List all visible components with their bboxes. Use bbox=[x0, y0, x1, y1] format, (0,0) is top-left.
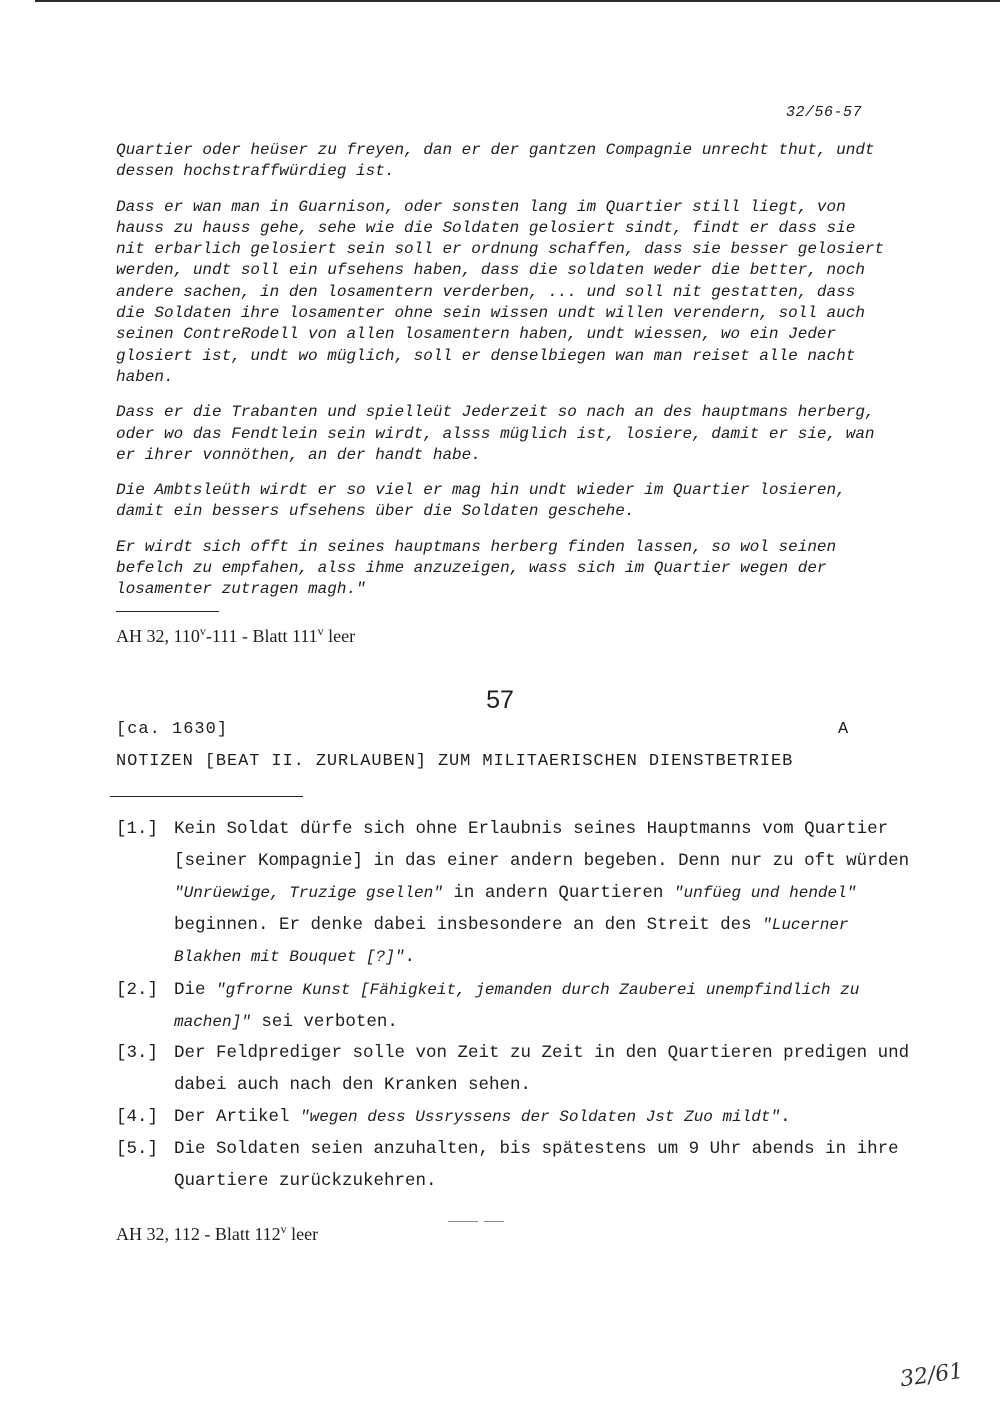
quoted-phrase: "Lucerner Blakhen mit Bouquet [?]" bbox=[174, 916, 849, 966]
quoted-phrase: "unfüeg und hendel" bbox=[673, 884, 857, 902]
quoted-ordinance-text bbox=[116, 140, 886, 615]
item-number: [1.] bbox=[116, 819, 159, 839]
source-1-middle: -111 - Blatt 111 bbox=[205, 626, 318, 646]
item-text: Die "gfrorne Kunst [Fähigkeit, jemanden durch Zauberei unempfindlich zu machen]" sei verboten. bbox=[174, 980, 860, 1032]
quote-paragraph-1: Quartier oder heüser zu freyen, dan er der gantzen Compagnie unrecht thut, undt dessen hochstraffwürdieg ist. bbox=[116, 141, 875, 181]
source-1-sup-1: v bbox=[199, 624, 206, 638]
scan-edge bbox=[35, 0, 1000, 2]
document-date: [ca. 1630] bbox=[116, 720, 229, 739]
document-type: A bbox=[838, 720, 849, 739]
item-number: [2.] bbox=[116, 980, 159, 1000]
source-1-prefix: AH 32, 110 bbox=[116, 626, 200, 646]
item-text: Der Artikel "wegen dess Ussryssens der Soldaten Jst Zuo mildt". bbox=[174, 1107, 791, 1127]
source-2-prefix: AH 32, 112 - Blatt 112 bbox=[116, 1224, 281, 1244]
item-number: [5.] bbox=[116, 1139, 159, 1159]
item-text: Kein Soldat dürfe sich ohne Erlaubnis seines Hauptmanns vom Quartier [seiner Kompagnie] in das einer andern begeben. Denn nur zu oft würden "Unrüewige, Truzige gsellen" in andern Quartieren "unfüeg und hendel" beginnen. Er denke dabei insbesondere an den Streit des "Lucerner Blakhen mit Bouquet [?]". bbox=[174, 819, 910, 967]
item-number: [3.] bbox=[116, 1043, 159, 1063]
source-2-suffix: leer bbox=[286, 1224, 319, 1244]
footnote-rule bbox=[116, 611, 219, 612]
source-2-sup: v bbox=[280, 1222, 287, 1236]
item-text: Die Soldaten seien anzuhalten, bis spätestens um 9 Uhr abends in ihre Quartiere zurückzukehren. bbox=[174, 1139, 899, 1191]
title-rule bbox=[110, 796, 303, 797]
quote-paragraph-5: Er wirdt sich offt in seines hauptmans herberg finden lassen, so wol seinen befelch zu empfahen, alss ihme anzuzeigen, wass sich im Quartier wegen der losamenter zutragen magh." bbox=[116, 537, 837, 599]
source-1-suffix: leer bbox=[323, 626, 356, 646]
quoted-phrase: "gfrorne Kunst [Fähigkeit, jemanden durch Zauberei unempfindlich zu machen]" bbox=[174, 981, 860, 1031]
handwritten-page-number: 32/61 bbox=[898, 1358, 965, 1393]
quote-paragraph-4: Die Ambtsleüth wirdt er so viel er mag hin undt wieder im Quartier losieren, damit ein bessers ufsehens über die Soldaten geschehe. bbox=[116, 481, 846, 521]
item-number: [4.] bbox=[116, 1107, 159, 1127]
scan-smudge bbox=[484, 1221, 504, 1222]
quoted-phrase: "Unrüewige, Truzige gsellen" bbox=[174, 884, 443, 902]
scan-smudge bbox=[448, 1221, 478, 1222]
page-reference: 32/56-57 bbox=[786, 104, 863, 121]
item-text: Der Feldprediger solle von Zeit zu Zeit in den Quartieren predigen und dabei auch nach den Kranken sehen. bbox=[174, 1043, 910, 1095]
source-1-sup-2: v bbox=[317, 624, 324, 638]
quote-paragraph-2: Dass er wan man in Guarnison, oder sonsten lang im Quartier still liegt, von hauss zu hauss gehe, sehe wie die Soldaten gelosiert sindt, findt er dass sie nit erbarlich gelosiert sein soll er ordnung schaffen, dass sie besser gelosiert werden, undt soll ein ufsehens haben, dass die soldaten weder die better, noch andere sachen, in den losamentern verderben, ... und soll nit gestatten, dass die Soldaten ihre losamenter ohne sein wissen undt willen verendern, soll auch seinen ContreRodell von allen losamentern haben, undt wiessen, wo ein Jeder glosiert ist, undt wo müglich, soll er denselbiegen wan man reiset alle nacht haben. bbox=[116, 197, 885, 386]
document-number: 57 bbox=[486, 686, 514, 714]
quoted-phrase: "wegen dess Ussryssens der Soldaten Jst Zuo mildt" bbox=[300, 1108, 781, 1126]
quote-paragraph-3: Dass er die Trabanten und spielleüt Jederzeit so nach an des hauptmans herberg, oder wo das Fendtlein sein wirdt, alsss müglich ist, losiere, damit er sie, wan er ihrer vonnöthen, an der handt habe. bbox=[116, 403, 875, 464]
source-reference-2 bbox=[116, 1222, 318, 1245]
source-reference-1 bbox=[116, 624, 355, 647]
document-title: NOTIZEN [BEAT II. ZURLAUBEN] ZUM MILITAERISCHEN DIENSTBETRIEB bbox=[116, 752, 794, 771]
